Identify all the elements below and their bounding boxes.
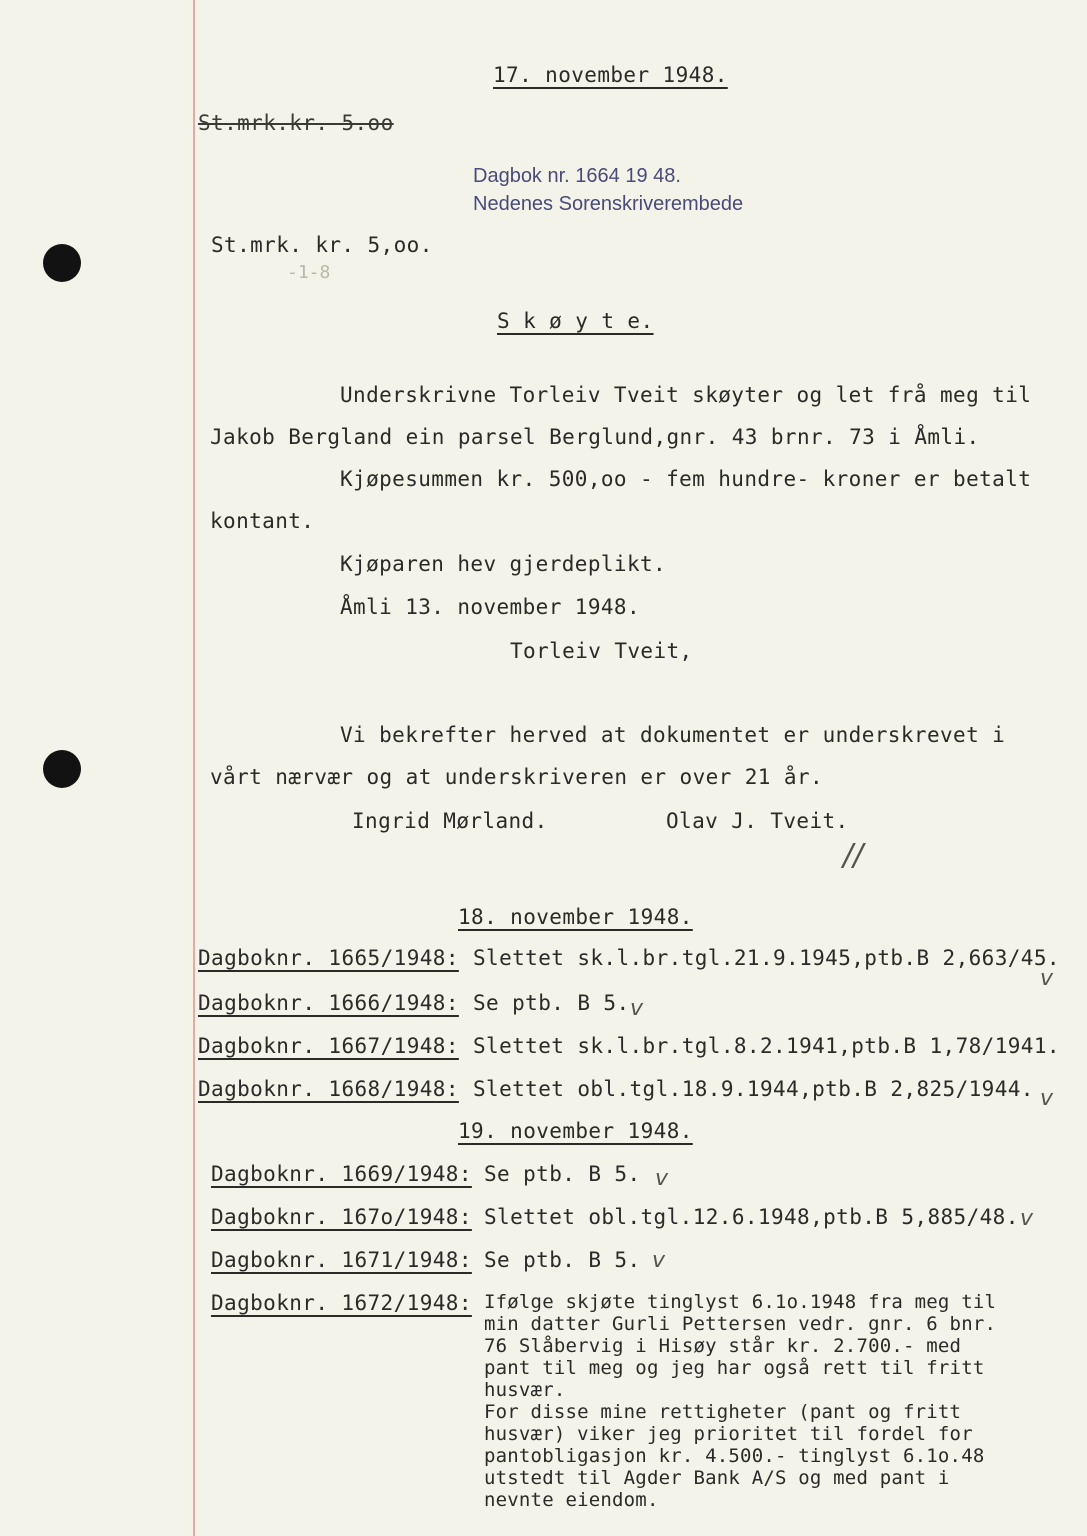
registry-stamp-office: Nedenes Sorenskriverembede xyxy=(473,193,744,215)
witness-line: Vi bekrefter herved at dokumentet er underskrevet i xyxy=(340,723,1006,747)
entry-paragraph: Ifølge skjøte tinglyst 6.1o.1948 fra meg til min datter Gurli Pettersen vedr. gnr. 6 bnr. 76 Slåbervig i Hisøy står kr. 2.700.- med pant til meg og jeg har også rett til fritt husvær. For disse mine rettigheter (pant og fritt husvær) viker jeg prioritet til fordel for pantobligasjon kr. 4.500.- tinglyst 6.1o.48 utstedt til Agder Bank A/S og med pant i nevnte eiendom. xyxy=(484,1291,997,1511)
deed-place-date: Åmli 13. november 1948. xyxy=(340,595,640,619)
date-heading: 19. november 1948. xyxy=(458,1119,693,1143)
check-mark: // xyxy=(843,838,864,873)
deed-title: S k ø y t e. xyxy=(497,309,654,333)
deed-line: Underskrivne Torleiv Tveit skøyter og let frå meg til xyxy=(340,383,1032,407)
dagbok-ref: Dagboknr. 1672/1948: xyxy=(211,1291,472,1315)
deed-line: Jakob Bergland ein parsel Berglund,gnr. 43 brnr. 73 i Åmli. xyxy=(210,425,980,449)
check-mark: v xyxy=(1040,966,1054,991)
deed-line: kontant. xyxy=(210,509,315,533)
dagbok-ref: Dagboknr. 1668/1948: xyxy=(198,1077,459,1101)
punch-hole xyxy=(43,244,81,282)
margin-line xyxy=(193,0,195,1536)
deed-signature: Torleiv Tveit, xyxy=(510,639,693,663)
check-mark: v xyxy=(652,1248,666,1273)
dagbok-ref: Dagboknr. 1666/1948: xyxy=(198,991,459,1015)
dagbok-ref: Dagboknr. 1667/1948: xyxy=(198,1034,459,1058)
stamp-fee-note: St.mrk. kr. 5,oo. xyxy=(211,233,433,257)
struck-stamp-note: St.mrk.kr. 5.oo xyxy=(198,111,394,135)
punch-hole xyxy=(43,750,81,788)
entry-text: Slettet sk.l.br.tgl.8.2.1941,ptb.B 1,78/1941. xyxy=(473,1034,1060,1058)
entry-text: Slettet obl.tgl.12.6.1948,ptb.B 5,885/48. xyxy=(484,1205,1019,1229)
check-mark: v xyxy=(630,996,644,1021)
registry-stamp-number: Dagbok nr. 1664 19 48. xyxy=(473,165,681,187)
date-heading: 17. november 1948. xyxy=(493,63,728,87)
dagbok-ref: Dagboknr. 1665/1948: xyxy=(198,946,459,970)
entry-text: Slettet obl.tgl.18.9.1944,ptb.B 2,825/1944. xyxy=(473,1077,1034,1101)
dagbok-ref: Dagboknr. 1669/1948: xyxy=(211,1162,472,1186)
entry-text: Se ptb. B 5. xyxy=(484,1248,641,1272)
witness-line: vårt nærvær og at underskriveren er over 21 år. xyxy=(210,765,824,789)
dagbok-ref: Dagboknr. 167o/1948: xyxy=(211,1205,472,1229)
dagbok-ref: Dagboknr. 1671/1948: xyxy=(211,1248,472,1272)
check-mark: v xyxy=(1040,1086,1054,1111)
entry-text: Se ptb. B 5. xyxy=(484,1162,641,1186)
check-mark: v xyxy=(655,1166,669,1191)
witness-name: Olav J. Tveit. xyxy=(666,809,849,833)
entry-text: Se ptb. B 5. xyxy=(473,991,630,1015)
date-heading: 18. november 1948. xyxy=(458,905,693,929)
witness-name: Ingrid Mørland. xyxy=(352,809,548,833)
deed-line: Kjøparen hev gjerdeplikt. xyxy=(340,552,667,576)
faint-bleedthrough: -1-8 xyxy=(287,262,331,283)
check-mark: v xyxy=(1020,1206,1034,1231)
deed-line: Kjøpesummen kr. 500,oo - fem hundre- kroner er betalt xyxy=(340,467,1032,491)
entry-text: Slettet sk.l.br.tgl.21.9.1945,ptb.B 2,663/45. xyxy=(473,946,1060,970)
